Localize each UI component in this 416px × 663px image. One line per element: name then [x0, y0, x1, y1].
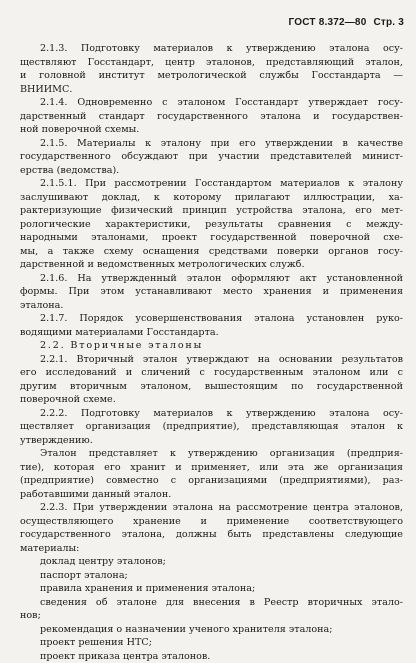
text-line: сведения об эталоне для внесения в Реестр вторичных этало- [20, 596, 403, 610]
text-line: народными эталонами, проект государственной поверочной схе- [20, 231, 403, 245]
text-line: ной поверочной схемы. [20, 123, 403, 137]
text-line: поверочной схеме. [20, 393, 403, 407]
text-line: другим вторичным эталоном, вышестоящим по государственной [20, 380, 403, 394]
text-line: нов; [20, 609, 403, 623]
document-body [20, 42, 403, 663]
text-line: 2.1.3. Подготовку материалов к утверждению эталона осу- [20, 42, 403, 56]
text-line: материалы: [20, 542, 403, 556]
text-line: осуществляющего хранение и применение соответствующего [20, 515, 403, 529]
text-line: проект приказа центра эталонов. [20, 650, 403, 663]
text-line: 2.2.2. Подготовку материалов к утверждению эталона осу- [20, 407, 403, 421]
text-line: формы. При этом устанавливают место хранения и применения [20, 285, 403, 299]
standard-number: ГОСТ 8.372—80 [289, 17, 367, 28]
text-line: ществляют Госстандарт, центр эталонов, представляющий эталон, [20, 56, 403, 70]
text-line: мы, а также схему оснащения средствами поверки органов госу- [20, 245, 403, 259]
text-line: рактеризующие физический принцип устройства эталона, его мет- [20, 204, 403, 218]
text-line: 2.1.7. Порядок усовершенствования эталона установлен руко- [20, 312, 403, 326]
text-line: и головной институт метрологической службы Госстандарта — [20, 69, 403, 83]
text-line: Эталон представляет к утверждению организация (предприя- [20, 447, 403, 461]
text-line: правила хранения и применения эталона; [20, 582, 403, 596]
text-line: 2.1.5.1. При рассмотрении Госстандартом материалов к эталону [20, 177, 403, 191]
text-line: заслушивают доклад, к которому прилагают иллюстрации, ха- [20, 191, 403, 205]
text-line: (предприятие) совместно с организациями (предприятиями), раз- [20, 474, 403, 488]
text-line: ВНИИМС. [20, 83, 403, 97]
text-line: паспорт эталона; [20, 569, 403, 583]
text-line: работавшими данный эталон. [20, 488, 403, 502]
text-line: 2.1.6. На утвержденный эталон оформляют акт установленной [20, 272, 403, 286]
text-line: его исследований и сличений с государственным эталоном или с [20, 366, 403, 380]
text-line: 2.2. Вторичные эталоны [20, 339, 403, 353]
text-line: 2.1.4. Одновременно с эталоном Госстандарт утверждает госу- [20, 96, 403, 110]
text-line: эталона. [20, 299, 403, 313]
text-line: проект решения НТС; [20, 636, 403, 650]
text-line: ществляет организация (предприятие), представляющая эталон к [20, 420, 403, 434]
text-line: 2.2.1. Вторичный эталон утверждают на основании результатов [20, 353, 403, 367]
text-line: рологические характеристики, результаты сравнения с между- [20, 218, 403, 232]
text-line: водящими материалами Госстандарта. [20, 326, 403, 340]
text-line: рекомендация о назначении ученого хранителя эталона; [20, 623, 403, 637]
page-header [285, 17, 404, 28]
text-line: тие), которая его хранит и применяет, или эта же организация [20, 461, 403, 475]
text-line: дарственный стандарт государственного эталона и государствен- [20, 110, 403, 124]
page-number: Стр. 3 [373, 17, 404, 28]
text-line: утверждению. [20, 434, 403, 448]
text-line: государственного эталона, должны быть представлены следующие [20, 528, 403, 542]
text-line: 2.2.3. При утверждении эталона на рассмотрение центра эталонов, [20, 501, 403, 515]
text-line: 2.1.5. Материалы к эталону при его утверждении в качестве [20, 137, 403, 151]
text-line: государственного обсуждают при участии представителей минист- [20, 150, 403, 164]
text-line: доклад центру эталонов; [20, 555, 403, 569]
text-line: ерства (ведомства). [20, 164, 403, 178]
text-line: дарственной и ведомственных метрологических служб. [20, 258, 403, 272]
